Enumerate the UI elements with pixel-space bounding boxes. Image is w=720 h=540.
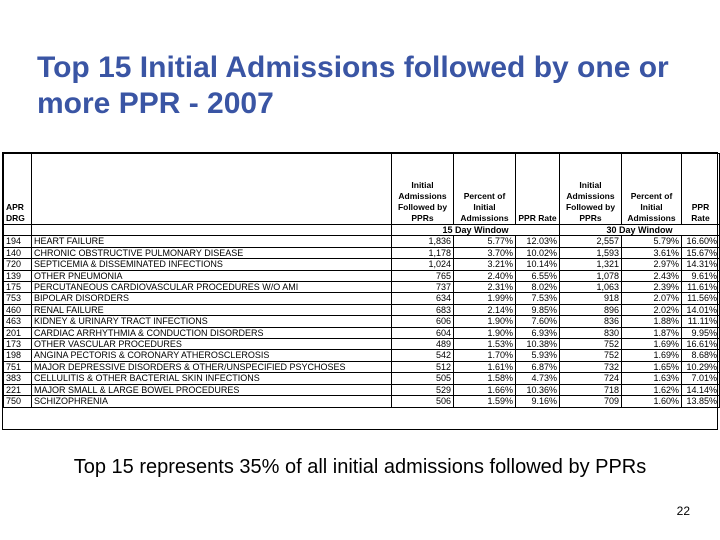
cell-a: 505 (392, 373, 454, 384)
cell-e: 2.39% (622, 282, 682, 293)
table-row (4, 304, 720, 315)
table-row (4, 316, 720, 327)
cell-f: 16.61% (682, 339, 720, 350)
cell-desc: OTHER VASCULAR PROCEDURES (32, 339, 392, 350)
cell-c: 4.73% (516, 373, 560, 384)
cell-b: 1.70% (454, 350, 516, 361)
cell-b: 1.53% (454, 339, 516, 350)
cell-b: 1.61% (454, 361, 516, 372)
cell-e: 1.69% (622, 339, 682, 350)
window-30-label: 30 Day Window (560, 225, 720, 236)
cell-desc: MAJOR DEPRESSIVE DISORDERS & OTHER/UNSPECIFIED PSYCHOSES (32, 361, 392, 372)
cell-c: 6.93% (516, 327, 560, 338)
cell-a: 529 (392, 384, 454, 395)
cell-a: 506 (392, 396, 454, 407)
cell-c: 6.55% (516, 270, 560, 281)
header-rate-30: PPR Rate (682, 154, 720, 225)
cell-f: 16.60% (682, 236, 720, 247)
slide-title: Top 15 Initial Admissions followed by one or more PPR - 2007 (37, 51, 669, 120)
cell-c: 5.93% (516, 350, 560, 361)
cell-b: 5.77% (454, 236, 516, 247)
cell-desc: MAJOR SMALL & LARGE BOWEL PROCEDURES (32, 384, 392, 395)
table-row (4, 259, 720, 270)
cell-f: 10.29% (682, 361, 720, 372)
cell-a: 683 (392, 304, 454, 315)
cell-e: 1.63% (622, 373, 682, 384)
cell-b: 1.90% (454, 327, 516, 338)
header-drg: APR DRG (4, 154, 32, 225)
table-row (4, 282, 720, 293)
cell-desc: CHRONIC OBSTRUCTIVE PULMONARY DISEASE (32, 247, 392, 258)
cell-drg: 383 (4, 373, 32, 384)
header-rate-15: PPR Rate (516, 154, 560, 225)
cell-e: 1.88% (622, 316, 682, 327)
cell-a: 1,024 (392, 259, 454, 270)
cell-e: 3.61% (622, 247, 682, 258)
cell-c: 7.60% (516, 316, 560, 327)
cell-drg: 173 (4, 339, 32, 350)
cell-d: 836 (560, 316, 622, 327)
cell-f: 9.95% (682, 327, 720, 338)
table-row (4, 373, 720, 384)
cell-e: 1.65% (622, 361, 682, 372)
window-row (4, 225, 720, 236)
cell-desc: ANGINA PECTORIS & CORONARY ATHEROSCLEROSIS (32, 350, 392, 361)
cell-c: 6.87% (516, 361, 560, 372)
cell-c: 8.02% (516, 282, 560, 293)
cell-desc: SCHIZOPHRENIA (32, 396, 392, 407)
cell-d: 709 (560, 396, 622, 407)
cell-desc: PERCUTANEOUS CARDIOVASCULAR PROCEDURES W/O AMI (32, 282, 392, 293)
cell-c: 10.38% (516, 339, 560, 350)
cell-desc: SEPTICEMIA & DISSEMINATED INFECTIONS (32, 259, 392, 270)
cell-a: 606 (392, 316, 454, 327)
cell-e: 2.43% (622, 270, 682, 281)
cell-drg: 198 (4, 350, 32, 361)
cell-f: 11.61% (682, 282, 720, 293)
cell-drg: 201 (4, 327, 32, 338)
ppr-table (3, 153, 720, 408)
table-row (4, 247, 720, 258)
table-row (4, 396, 720, 407)
cell-d: 1,063 (560, 282, 622, 293)
table-row (4, 270, 720, 281)
cell-drg: 750 (4, 396, 32, 407)
cell-f: 11.56% (682, 293, 720, 304)
cell-f: 8.68% (682, 350, 720, 361)
cell-desc: HEART FAILURE (32, 236, 392, 247)
cell-d: 918 (560, 293, 622, 304)
cell-c: 9.85% (516, 304, 560, 315)
cell-drg: 751 (4, 361, 32, 372)
table-row (4, 327, 720, 338)
cell-desc: OTHER PNEUMONIA (32, 270, 392, 281)
cell-a: 1,836 (392, 236, 454, 247)
cell-d: 732 (560, 361, 622, 372)
cell-d: 1,078 (560, 270, 622, 281)
cell-b: 3.70% (454, 247, 516, 258)
cell-f: 14.14% (682, 384, 720, 395)
cell-a: 765 (392, 270, 454, 281)
cell-a: 604 (392, 327, 454, 338)
cell-d: 896 (560, 304, 622, 315)
cell-f: 11.11% (682, 316, 720, 327)
cell-c: 10.02% (516, 247, 560, 258)
cell-b: 1.90% (454, 316, 516, 327)
cell-d: 1,593 (560, 247, 622, 258)
cell-f: 13.85% (682, 396, 720, 407)
cell-e: 1.87% (622, 327, 682, 338)
cell-b: 3.21% (454, 259, 516, 270)
cell-d: 752 (560, 339, 622, 350)
cell-b: 1.58% (454, 373, 516, 384)
cell-a: 737 (392, 282, 454, 293)
cell-d: 718 (560, 384, 622, 395)
cell-f: 7.01% (682, 373, 720, 384)
cell-d: 724 (560, 373, 622, 384)
cell-desc: RENAL FAILURE (32, 304, 392, 315)
cell-f: 15.67% (682, 247, 720, 258)
cell-drg: 720 (4, 259, 32, 270)
cell-f: 14.31% (682, 259, 720, 270)
cell-d: 2,557 (560, 236, 622, 247)
cell-b: 2.40% (454, 270, 516, 281)
table-row (4, 350, 720, 361)
cell-c: 10.36% (516, 384, 560, 395)
table-row (4, 361, 720, 372)
header-description (32, 154, 392, 225)
cell-e: 1.69% (622, 350, 682, 361)
page-number: 22 (676, 504, 690, 518)
cell-drg: 175 (4, 282, 32, 293)
table-row (4, 339, 720, 350)
header-init-adm-15: Initial Admissions Followed by PPRs (392, 154, 454, 225)
cell-desc: CARDIAC ARRHYTHMIA & CONDUCTION DISORDERS (32, 327, 392, 338)
cell-drg: 753 (4, 293, 32, 304)
cell-c: 7.53% (516, 293, 560, 304)
header-pct-30: Percent of Initial Admissions (622, 154, 682, 225)
cell-a: 542 (392, 350, 454, 361)
table-row (4, 293, 720, 304)
cell-drg: 139 (4, 270, 32, 281)
cell-e: 1.62% (622, 384, 682, 395)
table-row (4, 384, 720, 395)
cell-desc: KIDNEY & URINARY TRACT INFECTIONS (32, 316, 392, 327)
cell-c: 9.16% (516, 396, 560, 407)
cell-drg: 221 (4, 384, 32, 395)
table-body (4, 236, 720, 407)
cell-f: 14.01% (682, 304, 720, 315)
cell-e: 2.02% (622, 304, 682, 315)
cell-a: 1,178 (392, 247, 454, 258)
cell-drg: 140 (4, 247, 32, 258)
cell-d: 752 (560, 350, 622, 361)
ppr-table-container (2, 152, 718, 430)
cell-e: 1.60% (622, 396, 682, 407)
cell-e: 5.79% (622, 236, 682, 247)
cell-a: 512 (392, 361, 454, 372)
cell-c: 12.03% (516, 236, 560, 247)
cell-drg: 460 (4, 304, 32, 315)
caption: Top 15 represents 35% of all initial admissions followed by PPRs (73, 456, 647, 478)
cell-a: 489 (392, 339, 454, 350)
header-init-adm-30: Initial Admissions Followed by PPRs (560, 154, 622, 225)
table-row (4, 236, 720, 247)
cell-desc: BIPOLAR DISORDERS (32, 293, 392, 304)
cell-c: 10.14% (516, 259, 560, 270)
cell-b: 1.99% (454, 293, 516, 304)
window-15-label: 15 Day Window (392, 225, 560, 236)
cell-b: 1.59% (454, 396, 516, 407)
cell-desc: CELLULITIS & OTHER BACTERIAL SKIN INFECTIONS (32, 373, 392, 384)
cell-a: 634 (392, 293, 454, 304)
cell-drg: 194 (4, 236, 32, 247)
cell-e: 2.97% (622, 259, 682, 270)
cell-b: 2.14% (454, 304, 516, 315)
cell-f: 9.61% (682, 270, 720, 281)
cell-d: 830 (560, 327, 622, 338)
cell-b: 2.31% (454, 282, 516, 293)
cell-b: 1.66% (454, 384, 516, 395)
cell-drg: 463 (4, 316, 32, 327)
cell-e: 2.07% (622, 293, 682, 304)
header-row (4, 154, 720, 225)
header-pct-15: Percent of Initial Admissions (454, 154, 516, 225)
cell-d: 1,321 (560, 259, 622, 270)
